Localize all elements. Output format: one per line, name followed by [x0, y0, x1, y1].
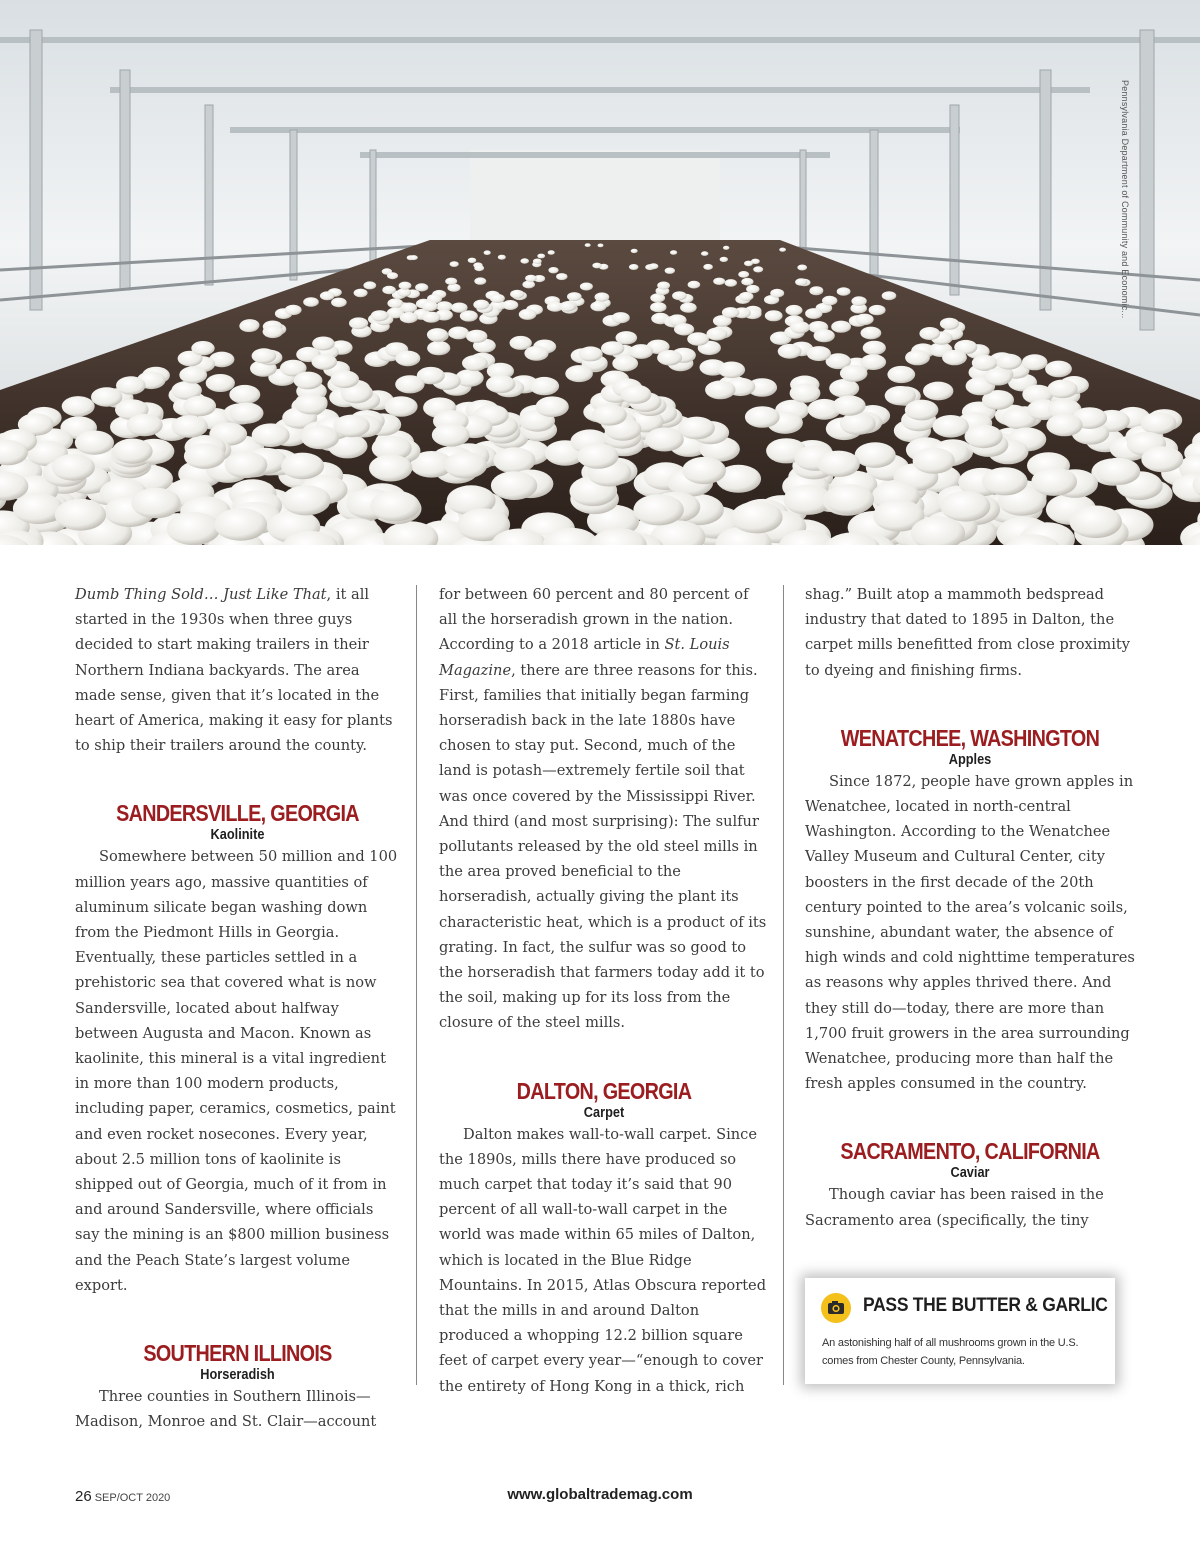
mushroom-cap [741, 278, 753, 286]
mushroom-cap [1070, 506, 1122, 539]
mushroom-cap [556, 273, 567, 280]
mushroom-cap [13, 493, 63, 524]
mushroom-cap [510, 290, 524, 299]
mushroom-cap [996, 354, 1022, 370]
mushroom-cap [490, 294, 505, 303]
mushroom-cap [52, 454, 95, 481]
mushroom-cap [942, 350, 967, 365]
mushroom-cap [580, 283, 593, 291]
mushroom-cap [395, 351, 420, 367]
mushroom-cap [633, 494, 683, 525]
mushroom-cap [422, 312, 440, 323]
mushroom-cap [395, 375, 424, 393]
mushroom-cap [723, 246, 729, 250]
mushroom-cap [592, 263, 601, 269]
mushroom-cap [466, 330, 487, 343]
column-divider [783, 585, 784, 1385]
mushroom-cap [229, 403, 263, 424]
mushroom-cap [678, 417, 715, 440]
mushroom-cap [805, 308, 822, 319]
book-title: Dumb Thing Sold… Just Like That [75, 586, 327, 603]
mushroom-cap [861, 354, 887, 370]
sidebar-text: An astonishing half of all mushrooms grown in the U.S. comes from Chester County, Pennsylvania. [822, 1337, 1079, 1367]
mushroom-cap [548, 250, 555, 255]
body-paragraph: Since 1872, people have grown apples in Wenatchee, located in north-central Washington. According to the Wenatchee Valley Museum and Cultural Center, city boosters in the first decade of the 20th century pointed to the area’s volcanic soils, sunshine, abundant water, the absence of high winds and cold nighttime temperatures as reasons why apples thrived there. And they still do—today, there are more than 1,700 fruit growers in the area surrounding Wenatchee, producing more than half the fresh apples consumed in the country. [805, 772, 1135, 1093]
mushroom-cap [855, 314, 873, 325]
mushroom-cap [592, 404, 627, 425]
mushroom-cap [814, 329, 835, 342]
mushroom-cap [722, 307, 739, 318]
mushroom-cap [718, 362, 745, 379]
mushroom-cap [905, 350, 930, 365]
mushroom-cap [252, 348, 277, 363]
mushroom-cap [62, 396, 95, 416]
mushroom-cap [706, 328, 727, 341]
heading-title: SOUTHERN ILLINOIS [143, 1340, 332, 1367]
heading-subtitle: Horseradish [200, 1367, 275, 1384]
heading-title: SANDERSVILLE, GEORGIA [116, 800, 359, 827]
mushroom-cap [941, 491, 991, 522]
mushroom-cap [525, 275, 537, 282]
heading-title: WENATCHEE, WASHINGTON [840, 724, 1100, 751]
mushroom-cap [1022, 354, 1048, 370]
body-paragraph: Somewhere between 50 million and 100 million years ago, massive quantities of aluminum silicate began washing down from the Piedmont Hills in Georgia. Eventually, these particles settled in a prehistoric sea that covered what is now Sandersville, located about halfway between Augusta and Macon. Known as kaolinite, this mineral is a vital ingredient in more than 100 modern products, including paper, ceramics, cosmetics, paint and even rocket nosecones. Every year, about 2.5 million tons of kaolinite is shipped out of Georgia, much of it from in and around Sandersville, where officials say the mining is an $800 million business and the Peach State’s largest volume export. [75, 848, 398, 1294]
body-paragraph: Though caviar has been raised in the Sacramento area (specifically, the tiny [805, 1186, 1104, 1229]
mushroom-cap [385, 396, 418, 417]
mushroom-cap [474, 277, 486, 284]
mushroom-cap [629, 264, 639, 270]
mushroom-cap [530, 377, 560, 395]
mushroom-cap [720, 257, 728, 262]
mushroom-cap [112, 439, 153, 464]
mushroom-cap [887, 366, 915, 383]
mushroom-cap [905, 400, 939, 421]
mushroom-cap [753, 266, 763, 272]
mushroom-cap [933, 415, 969, 438]
body-paragraph: Dalton makes wall-to-wall carpet. Since the 1890s, mills there have produced so much carpet that today it’s said that 90 percent of all wall-to-wall carpet in the world was made within 65 miles of Dalton, which is located in the Blue Ridge Mountains. In 2015, Atlas Obscura reported that the mills in and around Dalton produced a whopping 12.2 billion square feet of carpet every year—“enough to cover the entirety of Hong Kong in a thick, rich [439, 1125, 767, 1395]
mushroom-cap [493, 447, 535, 473]
mushroom-cap [445, 278, 457, 285]
mushroom-cap [167, 512, 221, 545]
mushroom-cap [370, 491, 420, 522]
mushroom-cap [972, 355, 998, 371]
mushroom-cap [665, 268, 675, 274]
mushroom-cap [1141, 412, 1177, 434]
mushroom-cap [522, 281, 535, 289]
mushroom-cap [427, 341, 450, 355]
mushroom-cap [537, 254, 545, 259]
mushroom-cap [1031, 468, 1077, 496]
mushroom-cap [631, 249, 638, 253]
mushroom-cap [585, 243, 591, 247]
mushroom-cap [474, 265, 484, 271]
heading-subtitle: Kaolinite [210, 827, 265, 844]
mushroom-cap [595, 292, 610, 301]
mushroom-cap [1046, 414, 1082, 436]
mushroom-cap [281, 453, 324, 480]
mushroom-cap [422, 301, 438, 311]
mushroom-cap [650, 302, 666, 312]
mushroom-cap [579, 346, 603, 361]
mushroom-cap [940, 318, 959, 330]
mushroom-cap [670, 250, 677, 255]
mushroom-cap [450, 261, 459, 267]
mushroom-cap [131, 488, 180, 519]
mushroom-cap [415, 283, 428, 291]
mushroom-cap [833, 395, 866, 415]
mushroom-cap [502, 300, 518, 310]
mushroom-cap [548, 267, 558, 273]
magazine-title: St. Louis Magazine [439, 636, 730, 679]
heading-subtitle: Apples [948, 751, 992, 768]
mushroom-cap [855, 442, 896, 468]
mushroom-cap [598, 244, 604, 248]
issue-date: SEP/OCT 2020 [94, 1492, 171, 1504]
mushroom-cap [320, 291, 335, 300]
mushroom-cap [520, 258, 529, 263]
mushroom-cap [369, 455, 412, 482]
mushroom-cap [861, 327, 882, 340]
mushroom-cap [612, 312, 630, 323]
body-paragraph: shag.” Built atop a mammoth bedspread industry that dated to 1895 in Dalton, the carpet mills benefitted from close proximity to dyeing and finishing firms. [805, 586, 1131, 679]
mushroom-cap [1045, 361, 1072, 378]
mushroom-cap [331, 371, 360, 389]
mushroom-cap [285, 305, 302, 315]
mushroom-cap [363, 281, 376, 289]
mushroom-cap [354, 289, 368, 298]
mushroom-cap [790, 384, 821, 403]
hero-photo [0, 0, 1200, 545]
mushroom-cap [770, 289, 784, 298]
column-divider [416, 585, 417, 1385]
mushroom-cap [565, 365, 593, 382]
mushroom-farm-illustration [0, 0, 1200, 545]
mushroom-cap [840, 413, 876, 435]
mushroom-cap [778, 344, 802, 359]
mushroom-cap [331, 298, 347, 308]
mushroom-cap [705, 381, 735, 400]
mushroom-cap [229, 385, 260, 404]
mushroom-cap [645, 428, 684, 452]
mushroom-cap [657, 350, 682, 365]
mushroom-cap [629, 344, 653, 359]
mushroom-cap [682, 457, 726, 484]
mushroom-cap [882, 291, 897, 300]
mushroom-cap [473, 300, 489, 310]
mushroom-cap [745, 406, 780, 428]
mushroom-cap [116, 376, 146, 394]
mushroom-cap [713, 278, 725, 285]
mushroom-cap [333, 415, 369, 438]
mushroom-cap [577, 443, 618, 469]
mushroom-cap [919, 327, 940, 340]
mushroom-cap [559, 301, 575, 311]
mushroom-cap [468, 258, 477, 263]
mushroom-cap [214, 508, 267, 541]
mushroom-cap [427, 328, 448, 341]
section-heading-wenatchee [805, 725, 1135, 769]
mushroom-cap [400, 312, 418, 323]
mushroom-cap [739, 292, 754, 301]
mushroom-cap [703, 264, 713, 270]
mushroom-cap [524, 346, 548, 361]
sidebar-title: PASS THE BUTTER & GARLIC [863, 1295, 1108, 1316]
mushroom-cap [462, 355, 488, 371]
mushroom-cap [263, 325, 284, 338]
mushroom-cap [601, 341, 624, 355]
mushroom-cap [184, 443, 225, 469]
mushroom-cap [382, 286, 396, 294]
mushroom-cap [687, 332, 709, 345]
mushroom-cap [822, 296, 837, 306]
heading-title: DALTON, GEORGIA [516, 1077, 692, 1104]
mushroom-cap [519, 309, 537, 320]
mushroom-cap [657, 282, 670, 290]
heading-subtitle: Caviar [950, 1165, 990, 1182]
mushroom-cap [965, 425, 1003, 449]
mushroom-cap [913, 448, 955, 474]
photo-credit: Pennsylvania Department of Community and Economic... [1120, 80, 1130, 319]
mushroom-cap [349, 317, 368, 329]
section-heading-dalton [439, 1078, 769, 1122]
mushroom-cap [91, 387, 122, 407]
mushroom-cap [797, 265, 807, 271]
mushroom-cap [536, 396, 569, 417]
mushroom-cap [840, 365, 868, 382]
mushroom-cap [387, 272, 398, 279]
mushroom-cap [451, 303, 468, 313]
mushroom-cap [612, 355, 638, 371]
mushroom-cap [701, 251, 708, 256]
mushroom-cap [807, 346, 831, 361]
mushroom-cap [795, 278, 807, 286]
camera-icon [821, 1293, 851, 1323]
mushroom-cap [432, 423, 470, 446]
mushroom-cap [447, 284, 460, 292]
mushroom-cap [55, 499, 106, 531]
section-heading-illinois [75, 1340, 400, 1384]
mushroom-cap [486, 375, 515, 393]
mushroom-cap [1096, 458, 1140, 485]
mushroom-cap [863, 341, 886, 355]
mushroom-cap [498, 255, 506, 260]
mushroom-cap [620, 385, 651, 404]
mushroom-cap [399, 282, 412, 290]
mushroom-cap [567, 292, 582, 301]
mushroom-cap [1047, 380, 1077, 399]
mushroom-cap [590, 301, 606, 311]
intro-paragraph: Dumb Thing Sold… Just Like That, it all started in the 1930s when three guys decided to start making trailers in their Northern Indiana backyards. The area made sense, given that it’s located in the heart of America, making it easy for plants to ship their trailers around the county. [75, 586, 393, 755]
mushroom-cap [831, 321, 851, 333]
mushroom-cap [786, 305, 803, 316]
mushroom-cap [294, 372, 323, 390]
mushroom-cap [731, 501, 783, 533]
mushroom-cap [206, 374, 235, 392]
heading-subtitle: Carpet [583, 1104, 625, 1121]
column-3 [805, 582, 1135, 1233]
mushroom-cap [984, 368, 1012, 385]
mushroom-cap [738, 271, 749, 278]
mushroom-cap [183, 396, 216, 416]
mushroom-cap [225, 452, 268, 479]
mushroom-cap [491, 471, 537, 500]
mushroom-cap [448, 327, 469, 340]
page-number: 26 [75, 1488, 92, 1505]
mushroom-cap [837, 287, 851, 296]
mushroom-cap [982, 467, 1028, 495]
mushroom-cap [923, 382, 953, 401]
mushroom-cap [810, 286, 824, 294]
mushroom-cap [303, 297, 319, 307]
mushroom-cap [191, 341, 214, 355]
mushroom-cap [674, 323, 694, 335]
section-heading-sandersville [75, 800, 400, 844]
mushroom-cap [410, 255, 418, 260]
mushroom-cap [851, 296, 866, 306]
column-1 [75, 582, 400, 1434]
mushroom-cap [533, 259, 542, 264]
column-2 [439, 582, 769, 1399]
mushroom-cap [239, 320, 259, 332]
mushroom-cap [746, 285, 759, 293]
mushroom-cap [252, 423, 290, 447]
mushroom-cap [744, 261, 753, 267]
mushroom-cap [127, 414, 163, 436]
mushroom-cap [179, 366, 207, 383]
mushroom-cap [312, 354, 338, 370]
mushroom-cap [817, 451, 860, 477]
mushroom-cap [688, 281, 701, 289]
mushroom-cap [301, 426, 339, 450]
mushroom-cap [1141, 446, 1183, 472]
mushroom-cap [75, 431, 114, 455]
body-paragraph: Three counties in Southern Illinois—Madison, Monroe and St. Clair—account [75, 1388, 377, 1431]
mushroom-cap [790, 321, 810, 333]
mushroom-cap [484, 250, 491, 255]
sidebar-box [805, 1278, 1115, 1384]
section-heading-sacramento [805, 1138, 1135, 1182]
mushroom-cap [680, 303, 697, 313]
mushroom-cap [295, 394, 328, 414]
mushroom-cap [172, 415, 208, 438]
mushroom-cap [649, 263, 659, 269]
mushroom-cap [282, 485, 331, 515]
mushroom-cap [869, 305, 886, 315]
body-paragraph: for between 60 percent and 80 percent of all the horseradish grown in the nation. According to a 2018 article in St. Louis Magazine, there are three reasons for this. First, families that initially began farming horseradish back in the late 1880s have chosen to stay put. Second, much of the land is potash—extremely fertile soil that was once covered by the Mississippi River. And third (and most surprising): The sulfur pollutants released by the old steel mills in the area proved beneficial to the horseradish, actually giving the plant its characteristic heat, which is a product of its grating. In fact, the sulfur was so good to the horseradish that farmers today add it to the soil, making up for its loss from the closure of the steel mills. [439, 586, 767, 1032]
mushroom-cap [444, 452, 487, 479]
mushroom-cap [371, 310, 389, 321]
mushroom-cap [725, 279, 737, 287]
mushroom-cap [672, 291, 687, 300]
mushroom-cap [825, 484, 874, 514]
heading-title: SACRAMENTO, CALIFORNIA [840, 1138, 1100, 1165]
mushroom-cap [779, 248, 786, 252]
website-url: www.globaltrademag.com [507, 1486, 693, 1503]
mushroom-cap [765, 310, 783, 321]
